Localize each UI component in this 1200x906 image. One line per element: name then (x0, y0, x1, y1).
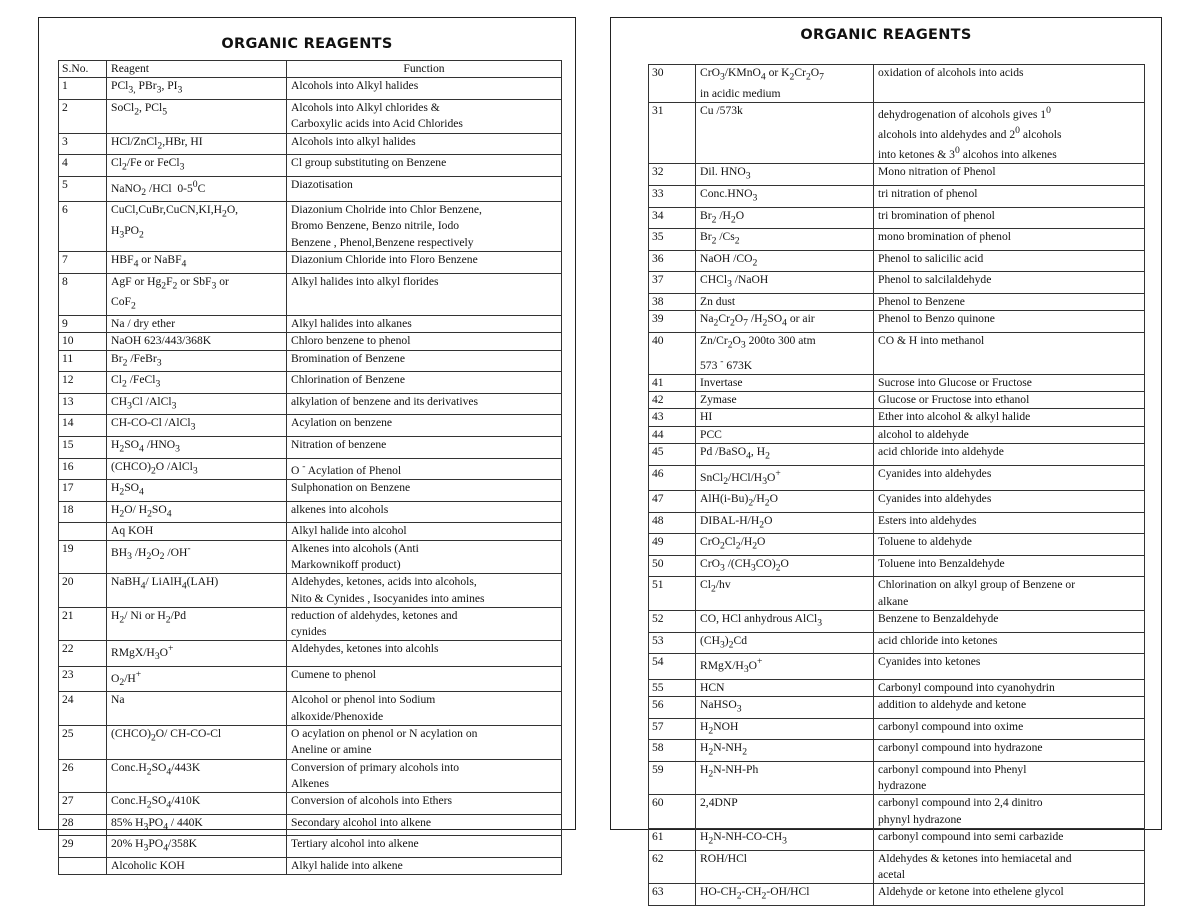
row-reagent: $Br_2$ /FeBr$_3$ (107, 350, 287, 372)
row-sno: 41 (649, 374, 696, 391)
row-reagent: $CuCl,CuBr,CuCN,KI,H_2O$, $H_3PO_2$ (107, 202, 287, 252)
row-reagent: Dil. $HNO_3$ (696, 164, 874, 186)
row-sno: 5 (59, 176, 107, 201)
row-function: carbonyl compound into semi carbazide (874, 829, 1145, 851)
row-reagent: NaNO$_2$ /HCl $0-5^0C$ (107, 176, 287, 201)
row-reagent: $(CH_3)_2Cd$ (696, 632, 874, 654)
row-function: carbonyl compound into 2,4 dinitro phynyl hydrazone (874, 795, 1145, 829)
row-sno: 45 (649, 443, 696, 465)
row-sno: 44 (649, 426, 696, 443)
header-reagent: Reagent (107, 61, 287, 78)
row-reagent: RMgX/$H_3O^+$ (696, 654, 874, 679)
row-sno: 40 (649, 332, 696, 374)
table-row (59, 350, 562, 372)
row-function: Toluene into Benzaldehyde (874, 555, 1145, 577)
table-row (649, 443, 1145, 465)
row-sno: 28 (59, 814, 107, 836)
row-reagent: PCC (696, 426, 874, 443)
table-row (649, 555, 1145, 577)
row-function: oxidation of alcohols into acids (874, 65, 1145, 103)
row-sno: 1 (59, 78, 107, 100)
row-function: Phenol to Benzene (874, 294, 1145, 311)
row-function: Nitration of benzene (287, 436, 562, 458)
row-reagent: HCN (696, 679, 874, 696)
table-row (649, 632, 1145, 654)
row-reagent: Zymase (696, 392, 874, 409)
row-function: Aldehydes, ketones, acids into alcohols, Nito & Cynides , Isocyanides into amines (287, 574, 562, 608)
row-function: Alkenes into alcohols (Anti Markownikoff product) (287, 540, 562, 574)
table-row (59, 858, 562, 875)
row-reagent: $H_2N-NH-Ph$ (696, 761, 874, 795)
table-row (59, 202, 562, 252)
row-reagent: $BH_3$ $/H_2O_2$ /OH- (107, 540, 287, 574)
row-sno: 58 (649, 740, 696, 762)
row-function: Alcohols into Alkyl chlorides & Carboxylic acids into Acid Chlorides (287, 99, 562, 133)
row-function: Alcohols into alkyl halides (287, 133, 562, 155)
row-sno: 34 (649, 207, 696, 229)
row-sno: 19 (59, 540, 107, 574)
row-reagent: NaBH$_4$/ LiAlH$_4$(LAH) (107, 574, 287, 608)
row-function: Diazonium Cholride into Chlor Benzene, Bromo Benzene, Benzo nitrile, Iodo Benzene , Phenol,Benzene respectively (287, 202, 562, 252)
row-function: carbonyl compound into hydrazone (874, 740, 1145, 762)
row-reagent: $CrO_2Cl_2/H_2O$ (696, 534, 874, 556)
row-reagent: PCl$_{3,}$ PBr$_3$, $PI_3$ (107, 78, 287, 100)
row-sno: 22 (59, 641, 107, 666)
row-function: Alcohol or phenol into Sodium alkoxide/Phenoxide (287, 692, 562, 726)
panel-title: ORGANIC REAGENTS (221, 36, 393, 52)
row-sno: 31 (649, 102, 696, 163)
row-reagent: Pd /BaSO$_4$, $H_2$ (696, 443, 874, 465)
table-row (649, 207, 1145, 229)
row-sno: 10 (59, 333, 107, 350)
table-row (59, 523, 562, 540)
row-reagent: $Na_2Cr_2O_7$ $/H_2SO_4$ or air (696, 311, 874, 333)
reagents-table-left (58, 60, 562, 875)
row-reagent: $Br_2$ $/H_2O$ (696, 207, 874, 229)
row-sno: 25 (59, 725, 107, 759)
row-reagent: 2,4DNP (696, 795, 874, 829)
row-reagent: Invertase (696, 374, 874, 391)
table-row (649, 250, 1145, 272)
table-row (649, 534, 1145, 556)
row-sno: 13 (59, 393, 107, 415)
row-sno: 50 (649, 555, 696, 577)
table-row (649, 164, 1145, 186)
row-reagent: $H_2O/$ $H_2SO_4$ (107, 501, 287, 523)
reagents-panel-right (610, 17, 1162, 902)
header-sno: S.No. (59, 61, 107, 78)
row-sno: 23 (59, 666, 107, 691)
table-row (649, 850, 1145, 884)
table-row (649, 679, 1145, 696)
row-function: Glucose or Fructose into ethanol (874, 392, 1145, 409)
row-function: Sucrose into Glucose or Fructose (874, 374, 1145, 391)
row-function: O acylation on phenol or N acylation on Aneline or amine (287, 725, 562, 759)
table-row (59, 574, 562, 608)
row-sno: 16 (59, 458, 107, 480)
table-row (59, 641, 562, 666)
row-function: Phenol to Benzo quinone (874, 311, 1145, 333)
table-row (59, 759, 562, 793)
row-reagent: CrO$_3$/KMnO$_4$ or $K_2Cr_2O_7$ in acidic medium (696, 65, 874, 103)
row-reagent: Na / dry ether (107, 315, 287, 332)
table-row (59, 133, 562, 155)
row-reagent: $H_2NOH$ (696, 718, 874, 740)
row-reagent: ROH/HCl (696, 850, 874, 884)
table-row (59, 372, 562, 394)
row-sno: 27 (59, 793, 107, 815)
row-sno: 49 (649, 534, 696, 556)
row-sno: 7 (59, 252, 107, 274)
row-reagent: Na (107, 692, 287, 726)
row-function: Esters into aldehydes (874, 512, 1145, 534)
row-reagent: $H_2SO_4$ (107, 480, 287, 502)
row-reagent: $Conc.HNO_3$ (696, 185, 874, 207)
row-sno: 37 (649, 272, 696, 294)
table-row (59, 155, 562, 177)
table-row (59, 333, 562, 350)
row-function: Phenol to salicilic acid (874, 250, 1145, 272)
table-row (59, 436, 562, 458)
row-reagent: $Cl_2/Fe$ or FeCl$_3$ (107, 155, 287, 177)
row-function: acid chloride into ketones (874, 632, 1145, 654)
row-sno: 54 (649, 654, 696, 679)
row-function: Conversion of primary alcohols into Alkenes (287, 759, 562, 793)
row-sno: 30 (649, 65, 696, 103)
table-row (649, 311, 1145, 333)
row-reagent: $CH_3Cl$ /AlCl$_3$ (107, 393, 287, 415)
row-reagent: Aq KOH (107, 523, 287, 540)
row-sno: 60 (649, 795, 696, 829)
table-row (649, 185, 1145, 207)
row-sno: 9 (59, 315, 107, 332)
row-reagent: DIBAL-$H/H_2O$ (696, 512, 874, 534)
row-function: Cl group substituting on Benzene (287, 155, 562, 177)
row-reagent: RMgX/$H_3O^+$ (107, 641, 287, 666)
row-function: Cyanides into aldehydes (874, 490, 1145, 512)
row-function: Alkyl halides into alkanes (287, 315, 562, 332)
row-reagent: $O_2/H^+$ (107, 666, 287, 691)
row-sno: 63 (649, 884, 696, 906)
row-reagent: $Conc.H_2SO_4/443K$ (107, 759, 287, 793)
row-sno: 32 (649, 164, 696, 186)
row-sno: 56 (649, 696, 696, 718)
row-function: Cyanides into ketones (874, 654, 1145, 679)
reagents-table-right (648, 64, 1145, 906)
table-row (649, 490, 1145, 512)
table-row (649, 409, 1145, 426)
row-function: Cyanides into aldehydes (874, 465, 1145, 490)
row-sno: 8 (59, 273, 107, 315)
row-reagent: $H_2SO_4$ $/HNO_3$ (107, 436, 287, 458)
table-row (59, 814, 562, 836)
row-sno: 18 (59, 501, 107, 523)
row-function: Ether into alcohol & alkyl halide (874, 409, 1145, 426)
row-sno: 35 (649, 229, 696, 251)
row-function: Benzene to Benzaldehyde (874, 611, 1145, 633)
row-reagent: $(CHCO)_2O$ /AlCl$_3$ (107, 458, 287, 480)
table-row (649, 102, 1145, 163)
table-row (59, 393, 562, 415)
reagents-panel-left (38, 17, 576, 872)
row-function: tri bromination of phenol (874, 207, 1145, 229)
row-reagent: NaHSO$_3$ (696, 696, 874, 718)
row-function: Bromination of Benzene (287, 350, 562, 372)
row-function: Alkyl halide into alkene (287, 858, 562, 875)
row-reagent: CO, HCl anhydrous AlCl$_3$ (696, 611, 874, 633)
row-function: Secondary alcohol into alkene (287, 814, 562, 836)
row-sno: 48 (649, 512, 696, 534)
table-row (649, 512, 1145, 534)
table-row (649, 795, 1145, 829)
row-sno: 42 (649, 392, 696, 409)
row-function: reduction of aldehydes, ketones and cynides (287, 607, 562, 641)
row-function: Mono nitration of Phenol (874, 164, 1145, 186)
row-function: Alcohols into Alkyl halides (287, 78, 562, 100)
table-row (59, 692, 562, 726)
row-reagent: $Zn/Cr_2O_3$ 200to 300 atm 573 - 673K (696, 332, 874, 374)
row-reagent: HI (696, 409, 874, 426)
row-function: tri nitration of phenol (874, 185, 1145, 207)
row-reagent: $Cl_2/hv$ (696, 577, 874, 611)
row-sno: 4 (59, 155, 107, 177)
row-function: addition to aldehyde and ketone (874, 696, 1145, 718)
row-sno: 21 (59, 607, 107, 641)
row-sno: 61 (649, 829, 696, 851)
table-row (59, 315, 562, 332)
row-sno: 51 (649, 577, 696, 611)
row-sno (59, 523, 107, 540)
table-row (649, 577, 1145, 611)
row-function: Chlorination on alkyl group of Benzene or alkane (874, 577, 1145, 611)
row-sno: 47 (649, 490, 696, 512)
row-function: carbonyl compound into Phenyl hydrazone (874, 761, 1145, 795)
row-reagent: $Br_2$ $/Cs_2$ (696, 229, 874, 251)
table-row (649, 829, 1145, 851)
table-row (649, 272, 1145, 294)
table-row (59, 501, 562, 523)
table-row (649, 718, 1145, 740)
table-row (59, 415, 562, 437)
row-sno: 36 (649, 250, 696, 272)
table-row (59, 607, 562, 641)
row-sno: 3 (59, 133, 107, 155)
table-row (59, 78, 562, 100)
row-reagent: 20% $H_3PO_4/358K$ (107, 836, 287, 858)
header-function: Function (287, 61, 562, 78)
row-reagent: $HBF_4$ or NaBF$_4$ (107, 252, 287, 274)
row-sno: 52 (649, 611, 696, 633)
row-function: dehydrogenation of alcohols gives $1^0$ alcohols into aldehydes and $2^0$ alcohols into ketones & $3^0$ alcohos into alkenes (874, 102, 1145, 163)
row-reagent: CH-CO-Cl /AlCl$_3$ (107, 415, 287, 437)
row-function: alkenes into alcohols (287, 501, 562, 523)
row-sno: 53 (649, 632, 696, 654)
row-sno: 57 (649, 718, 696, 740)
row-function: Sulphonation on Benzene (287, 480, 562, 502)
row-reagent: Zn dust (696, 294, 874, 311)
row-function: O - Acylation of Phenol (287, 458, 562, 480)
table-row (59, 666, 562, 691)
table-row (649, 740, 1145, 762)
row-function: Toluene to aldehyde (874, 534, 1145, 556)
table-row (59, 725, 562, 759)
table-row (59, 458, 562, 480)
row-reagent: CrO$_3$ $/(CH_3CO)_2O$ (696, 555, 874, 577)
row-sno: 26 (59, 759, 107, 793)
row-function: alcohol to aldehyde (874, 426, 1145, 443)
row-reagent: $SnCl_2/HCl/H_3O^+$ (696, 465, 874, 490)
table-row (59, 793, 562, 815)
table-row (59, 273, 562, 315)
row-sno: 24 (59, 692, 107, 726)
row-reagent: NaOH $/CO_2$ (696, 250, 874, 272)
row-function: alkylation of benzene and its derivatives (287, 393, 562, 415)
row-reagent: $H_2N-NH-CO-CH_3$ (696, 829, 874, 851)
row-sno: 55 (649, 679, 696, 696)
row-reagent: $HO-CH_2-CH_2-OH$/HCl (696, 884, 874, 906)
table-row (59, 99, 562, 133)
row-reagent: HCl/ZnCl$_2$,HBr, HI (107, 133, 287, 155)
row-sno: 14 (59, 415, 107, 437)
table-header-row (59, 61, 562, 78)
row-function: Tertiary alcohol into alkene (287, 836, 562, 858)
table-row (649, 392, 1145, 409)
table-row (649, 696, 1145, 718)
panel-title: ORGANIC REAGENTS (800, 27, 972, 43)
row-function: Diazonium Chloride into Floro Benzene (287, 252, 562, 274)
row-reagent: 85% $H_3PO_4 / 440K$ (107, 814, 287, 836)
row-function: Alkyl halides into alkyl florides (287, 273, 562, 315)
row-function: Alkyl halide into alcohol (287, 523, 562, 540)
row-function: CO & H into methanol (874, 332, 1145, 374)
row-function: Phenol to salcilaldehyde (874, 272, 1145, 294)
row-reagent: CHCl$_3$ /NaOH (696, 272, 874, 294)
row-function: Diazotisation (287, 176, 562, 201)
row-sno (59, 858, 107, 875)
row-sno: 6 (59, 202, 107, 252)
row-sno: 43 (649, 409, 696, 426)
row-sno: 2 (59, 99, 107, 133)
table-row (649, 294, 1145, 311)
row-reagent: $(CHCO)_2O/$ CH-CO-Cl (107, 725, 287, 759)
row-sno: 46 (649, 465, 696, 490)
row-function: Carbonyl compound into cyanohydrin (874, 679, 1145, 696)
table-row (649, 229, 1145, 251)
row-function: Chloro benzene to phenol (287, 333, 562, 350)
row-sno: 59 (649, 761, 696, 795)
table-row (649, 374, 1145, 391)
row-function: carbonyl compound into oxime (874, 718, 1145, 740)
row-function: Aldehyde or ketone into ethelene glycol (874, 884, 1145, 906)
row-reagent: $AlH(i-Bu)_2/H_2O$ (696, 490, 874, 512)
row-sno: 62 (649, 850, 696, 884)
row-reagent: NaOH 623/443/368K (107, 333, 287, 350)
row-function: Conversion of alcohols into Ethers (287, 793, 562, 815)
row-sno: 39 (649, 311, 696, 333)
row-function: Aldehydes, ketones into alcohls (287, 641, 562, 666)
row-sno: 11 (59, 350, 107, 372)
row-sno: 33 (649, 185, 696, 207)
row-reagent: $H_2N-NH_2$ (696, 740, 874, 762)
row-function: Acylation on benzene (287, 415, 562, 437)
table-row (649, 761, 1145, 795)
row-reagent: Cu /573k (696, 102, 874, 163)
row-sno: 17 (59, 480, 107, 502)
row-sno: 29 (59, 836, 107, 858)
table-row (649, 426, 1145, 443)
table-row (59, 836, 562, 858)
row-sno: 20 (59, 574, 107, 608)
row-function: Aldehydes & ketones into hemiacetal and acetal (874, 850, 1145, 884)
table-row (59, 176, 562, 201)
row-sno: 12 (59, 372, 107, 394)
table-row (649, 465, 1145, 490)
row-function: Chlorination of Benzene (287, 372, 562, 394)
table-row (59, 252, 562, 274)
table-row (649, 654, 1145, 679)
row-reagent: AgF or $Hg_2F_2$ or SbF$_3$ or CoF$_2$ (107, 273, 287, 315)
row-function: Cumene to phenol (287, 666, 562, 691)
row-sno: 15 (59, 436, 107, 458)
row-reagent: $Cl_2$ /FeCl$_3$ (107, 372, 287, 394)
row-reagent: $H_2/$ Ni or $H_2/Pd$ (107, 607, 287, 641)
table-row (649, 332, 1145, 374)
row-sno: 38 (649, 294, 696, 311)
table-row (649, 611, 1145, 633)
table-row (59, 480, 562, 502)
table-row (59, 540, 562, 574)
row-function: mono bromination of phenol (874, 229, 1145, 251)
row-reagent: $Conc.H_2SO_4/410K$ (107, 793, 287, 815)
table-row (649, 884, 1145, 906)
row-reagent: SoCl$_2$, PCl$_5$ (107, 99, 287, 133)
table-row (649, 65, 1145, 103)
row-function: acid chloride into aldehyde (874, 443, 1145, 465)
row-reagent: Alcoholic KOH (107, 858, 287, 875)
